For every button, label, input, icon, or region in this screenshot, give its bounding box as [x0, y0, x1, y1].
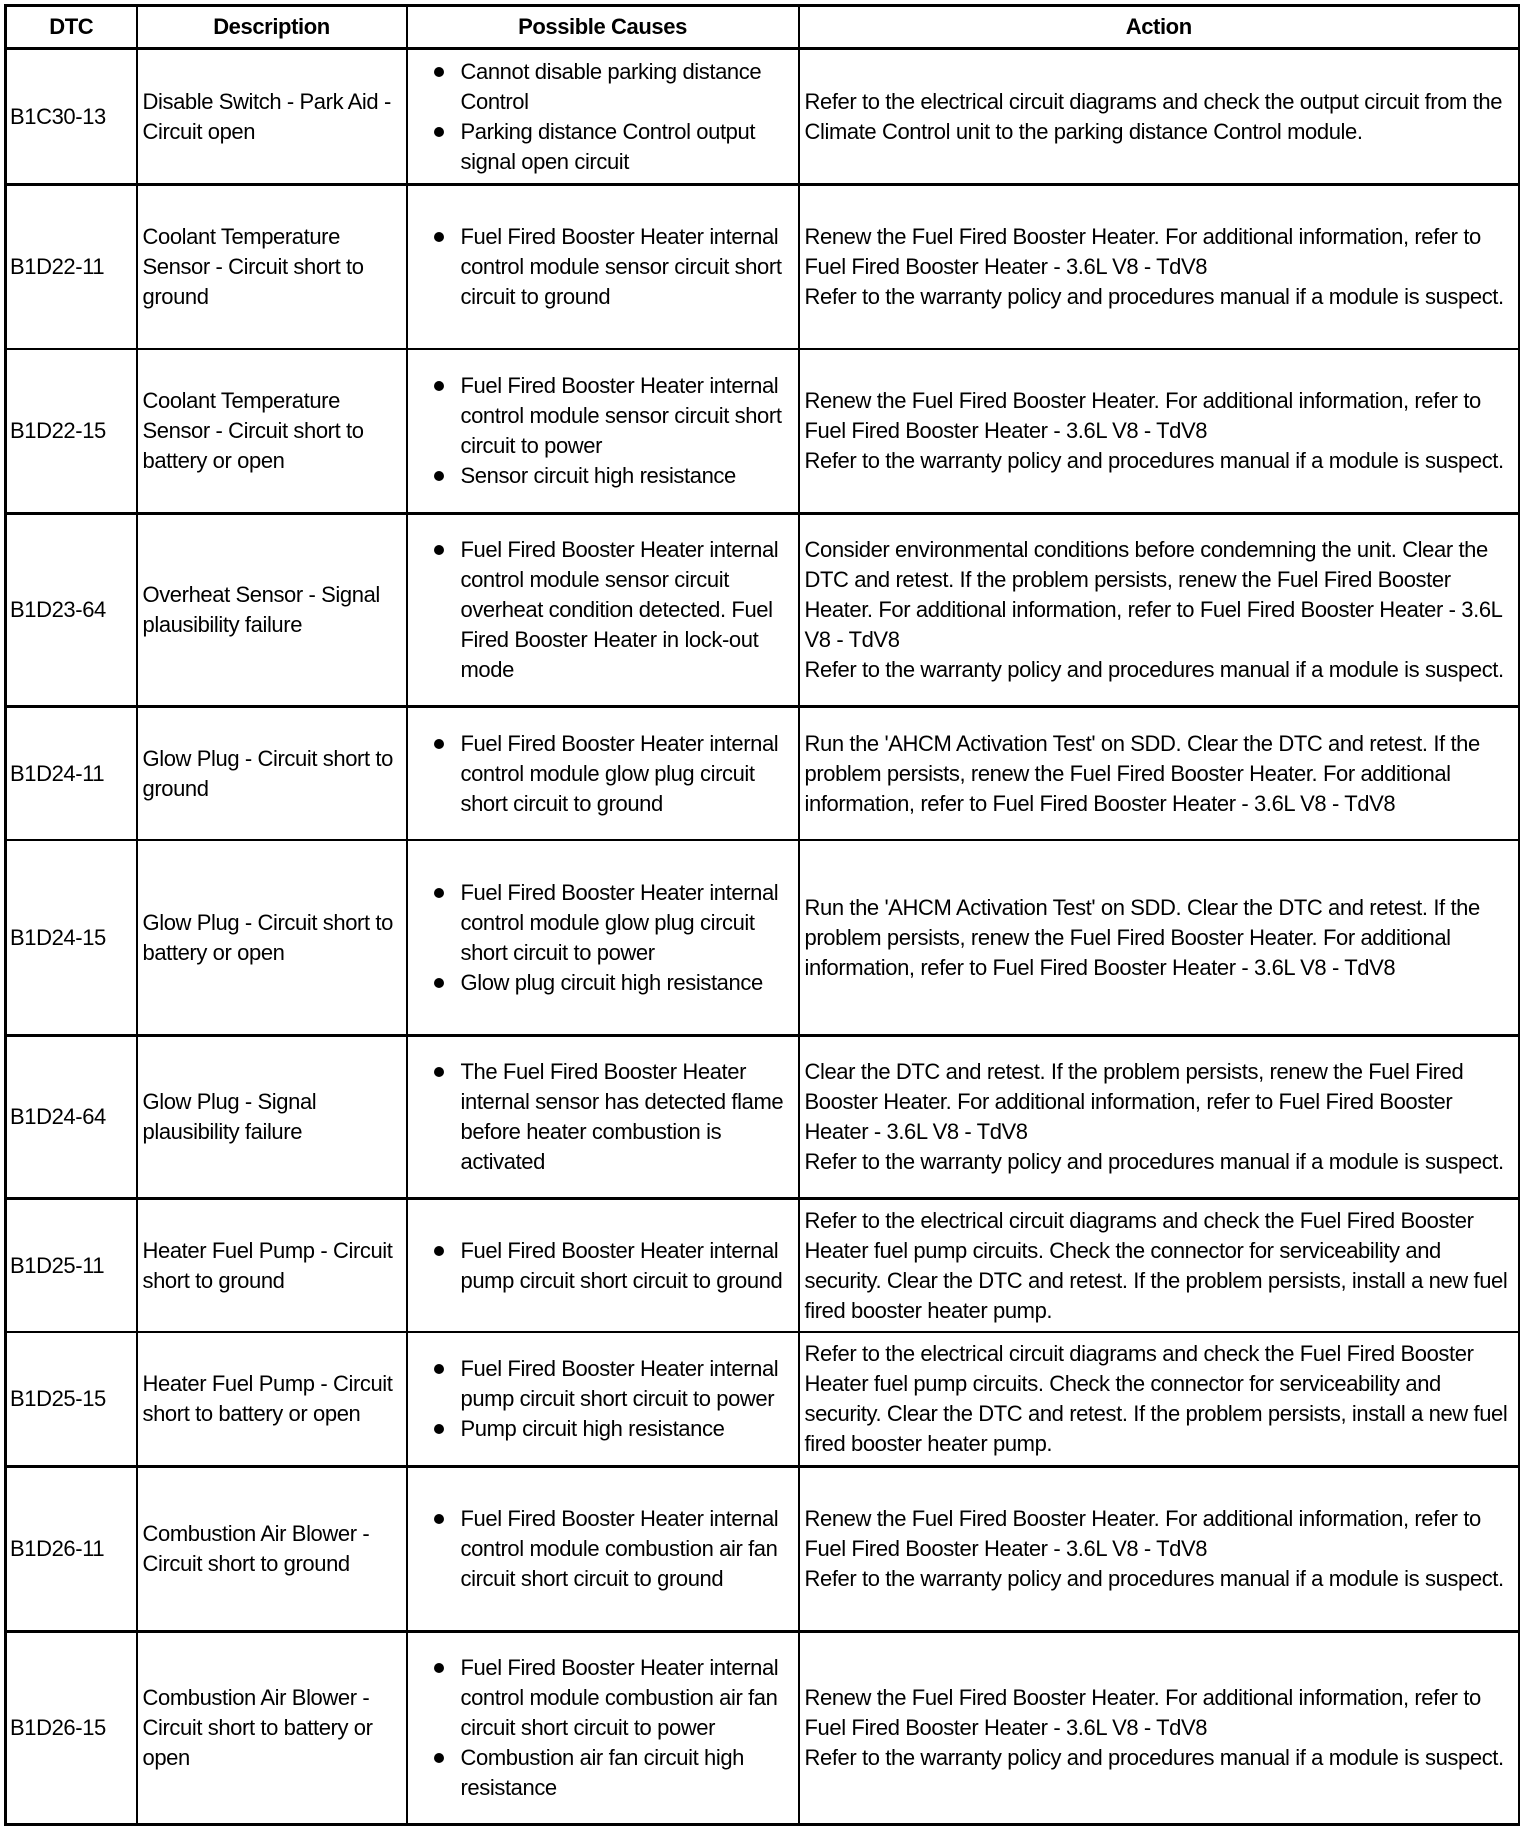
cause-item [428, 117, 794, 177]
bullet-icon [434, 1246, 444, 1256]
cause-item [428, 1057, 794, 1177]
dtc-code-cell: B1D22-15 [6, 349, 137, 514]
cause-text: Fuel Fired Booster Heater internal control module glow plug circuit short circuit to power [460, 879, 779, 965]
possible-causes-cell [407, 514, 799, 707]
dtc-code-cell: B1D23-64 [6, 514, 137, 707]
action-cell [799, 514, 1520, 707]
possible-causes-cell [407, 1332, 799, 1467]
cause-item [428, 1354, 794, 1414]
cause-item [428, 1236, 794, 1296]
table-row [6, 707, 1520, 841]
bullet-icon [434, 232, 444, 242]
cause-list [428, 878, 794, 998]
cause-list [428, 729, 794, 819]
cause-list [428, 1354, 794, 1444]
bullet-icon [434, 1753, 444, 1763]
action-text: Renew the Fuel Fired Booster Heater. For additional information, refer to Fuel Fired Booster Heater - 3.6L V8 - TdV8 [804, 1685, 1481, 1740]
action-cell [799, 49, 1520, 185]
description-cell: Glow Plug - Circuit short to battery or open [137, 840, 407, 1036]
cause-list [428, 57, 794, 177]
description-cell: Coolant Temperature Sensor - Circuit short to ground [137, 185, 407, 350]
action-text: Refer to the electrical circuit diagrams and check the output circuit from the Climate Control unit to the parking distance Control module. [804, 88, 1503, 144]
possible-causes-cell [407, 1632, 799, 1825]
bullet-icon [434, 1364, 444, 1374]
dtc-code-cell: B1D25-11 [6, 1199, 137, 1333]
action-text: Refer to the warranty policy and procedures manual if a module is suspect. [804, 1566, 1504, 1591]
table-row [6, 1332, 1520, 1467]
cause-list [428, 1504, 794, 1594]
column-header-action: Action [799, 6, 1520, 49]
cause-item [428, 461, 794, 491]
action-text: Clear the DTC and retest. If the problem persists, renew the Fuel Fired Booster Heater. For additional information, refer to Fuel Fired Booster Heater - 3.6L V8 - TdV8 [804, 1059, 1464, 1144]
cause-text: Sensor circuit high resistance [460, 463, 736, 488]
bullet-icon [434, 127, 444, 137]
cause-text: The Fuel Fired Booster Heater internal sensor has detected flame before heater combustion is activated [460, 1059, 784, 1174]
description-cell: Heater Fuel Pump - Circuit short to battery or open [137, 1332, 407, 1467]
table-row [6, 514, 1520, 707]
bullet-icon [434, 1424, 444, 1434]
bullet-icon [434, 1067, 444, 1077]
action-text: Run the 'AHCM Activation Test' on SDD. Clear the DTC and retest. If the problem persists, renew the Fuel Fired Booster Heater. For additional information, refer to Fuel Fired Booster Heater - 3.6L V8 - TdV8 [804, 730, 1480, 816]
cause-item [428, 1504, 794, 1594]
action-cell [799, 1632, 1520, 1825]
cause-item [428, 57, 794, 117]
dtc-code-cell: B1D22-11 [6, 185, 137, 350]
cause-item [428, 1414, 794, 1444]
cause-list [428, 371, 794, 491]
action-text: Refer to the warranty policy and procedures manual if a module is suspect. [804, 448, 1504, 473]
table-row [6, 1467, 1520, 1632]
table-row [6, 185, 1520, 350]
table-row [6, 349, 1520, 514]
action-text: Refer to the electrical circuit diagrams and check the Fuel Fired Booster Heater fuel pump circuits. Check the connector for serviceability and security. Clear the DTC and retest. If the problem persists, install a new fuel fired booster heater pump. [804, 1341, 1508, 1456]
cause-item [428, 371, 794, 461]
description-cell: Combustion Air Blower - Circuit short to ground [137, 1467, 407, 1632]
cause-text: Combustion air fan circuit high resistance [460, 1745, 745, 1800]
cause-text: Cannot disable parking distance Control [460, 58, 762, 114]
description-cell: Disable Switch - Park Aid - Circuit open [137, 49, 407, 185]
dtc-code-cell: B1D24-11 [6, 707, 137, 841]
cause-text: Fuel Fired Booster Heater internal control module combustion air fan circuit short circuit to ground [460, 1506, 779, 1591]
bullet-icon [434, 978, 444, 988]
cause-text: Pump circuit high resistance [460, 1416, 725, 1441]
dtc-code-cell: B1D25-15 [6, 1332, 137, 1467]
dtc-code-cell: B1D24-15 [6, 840, 137, 1036]
dtc-code-cell: B1C30-13 [6, 49, 137, 185]
description-cell: Combustion Air Blower - Circuit short to battery or open [137, 1632, 407, 1825]
action-text: Refer to the warranty policy and procedures manual if a module is suspect. [804, 1745, 1504, 1770]
possible-causes-cell [407, 49, 799, 185]
cause-item [428, 878, 794, 968]
action-text: Renew the Fuel Fired Booster Heater. For additional information, refer to Fuel Fired Booster Heater - 3.6L V8 - TdV8 [804, 224, 1481, 279]
action-text: Renew the Fuel Fired Booster Heater. For additional information, refer to Fuel Fired Booster Heater - 3.6L V8 - TdV8 [804, 1506, 1481, 1561]
cause-text: Fuel Fired Booster Heater internal pump circuit short circuit to power [460, 1356, 779, 1411]
possible-causes-cell [407, 840, 799, 1036]
cause-list [428, 1057, 794, 1177]
cause-item [428, 222, 794, 312]
bullet-icon [434, 1663, 444, 1673]
cause-text: Fuel Fired Booster Heater internal pump circuit short circuit to ground [460, 1237, 783, 1293]
description-cell: Heater Fuel Pump - Circuit short to ground [137, 1199, 407, 1333]
possible-causes-cell [407, 185, 799, 350]
dtc-code-cell: B1D26-15 [6, 1632, 137, 1825]
cause-list [428, 222, 794, 312]
action-text: Run the 'AHCM Activation Test' on SDD. Clear the DTC and retest. If the problem persists, renew the Fuel Fired Booster Heater. For additional information, refer to Fuel Fired Booster Heater - 3.6L V8 - TdV8 [804, 894, 1480, 980]
possible-causes-cell [407, 349, 799, 514]
cause-list [428, 1653, 794, 1803]
action-cell [799, 349, 1520, 514]
action-cell [799, 707, 1520, 841]
dtc-code-cell: B1D24-64 [6, 1036, 137, 1199]
table-row [6, 840, 1520, 1036]
cause-item [428, 729, 794, 819]
cause-item [428, 535, 794, 685]
bullet-icon [434, 739, 444, 749]
table-row [6, 1199, 1520, 1333]
possible-causes-cell [407, 1199, 799, 1333]
dtc-code-cell: B1D26-11 [6, 1467, 137, 1632]
cause-list [428, 1236, 794, 1296]
possible-causes-cell [407, 1467, 799, 1632]
table-row [6, 1036, 1520, 1199]
possible-causes-cell [407, 1036, 799, 1199]
action-text: Refer to the warranty policy and procedures manual if a module is suspect. [804, 284, 1504, 309]
bullet-icon [434, 471, 444, 481]
bullet-icon [434, 545, 444, 555]
cause-item [428, 1743, 794, 1803]
column-header-description: Description [137, 6, 407, 49]
description-cell: Glow Plug - Circuit short to ground [137, 707, 407, 841]
action-text: Refer to the warranty policy and procedures manual if a module is suspect. [804, 657, 1504, 682]
possible-causes-cell [407, 707, 799, 841]
table-row [6, 49, 1520, 185]
bullet-icon [434, 67, 444, 77]
action-text: Refer to the electrical circuit diagrams and check the Fuel Fired Booster Heater fuel pump circuits. Check the connector for serviceability and security. Clear the DTC and retest. If the problem persists, install a new fuel fired booster heater pump. [804, 1207, 1508, 1323]
column-header-possible-causes: Possible Causes [407, 6, 799, 49]
cause-item [428, 968, 794, 998]
action-text: Refer to the warranty policy and procedures manual if a module is suspect. [804, 1149, 1504, 1174]
description-cell: Overheat Sensor - Signal plausibility failure [137, 514, 407, 707]
cause-text: Fuel Fired Booster Heater internal control module sensor circuit overheat condition detected. Fuel Fired Booster Heater in lock-out mode [460, 537, 779, 682]
action-cell [799, 185, 1520, 350]
action-cell [799, 1199, 1520, 1333]
table-row [6, 1632, 1520, 1825]
cause-text: Fuel Fired Booster Heater internal control module sensor circuit short circuit to power [460, 373, 782, 458]
column-header-dtc: DTC [6, 6, 137, 49]
cause-text: Glow plug circuit high resistance [460, 969, 763, 995]
cause-text: Fuel Fired Booster Heater internal control module sensor circuit short circuit to ground [460, 224, 782, 309]
description-cell: Glow Plug - Signal plausibility failure [137, 1036, 407, 1199]
cause-list [428, 535, 794, 685]
action-cell [799, 840, 1520, 1036]
cause-text: Fuel Fired Booster Heater internal control module glow plug circuit short circuit to ground [460, 730, 779, 816]
cause-text: Parking distance Control output signal open circuit [460, 118, 756, 174]
action-cell [799, 1467, 1520, 1632]
bullet-icon [434, 888, 444, 898]
action-text: Renew the Fuel Fired Booster Heater. For additional information, refer to Fuel Fired Booster Heater - 3.6L V8 - TdV8 [804, 388, 1481, 443]
table-body [6, 49, 1520, 1825]
action-text: Consider environmental conditions before condemning the unit. Clear the DTC and retest. If the problem persists, renew the Fuel Fired Booster Heater. For additional information, refer to Fuel Fired Booster Heater - 3.6L V8 - TdV8 [804, 537, 1502, 652]
description-cell: Coolant Temperature Sensor - Circuit short to battery or open [137, 349, 407, 514]
action-cell [799, 1332, 1520, 1467]
table-header-row [6, 6, 1520, 49]
cause-text: Fuel Fired Booster Heater internal control module combustion air fan circuit short circuit to power [460, 1655, 779, 1740]
dtc-table [4, 4, 1520, 1826]
bullet-icon [434, 381, 444, 391]
cause-item [428, 1653, 794, 1743]
action-cell [799, 1036, 1520, 1199]
bullet-icon [434, 1514, 444, 1524]
